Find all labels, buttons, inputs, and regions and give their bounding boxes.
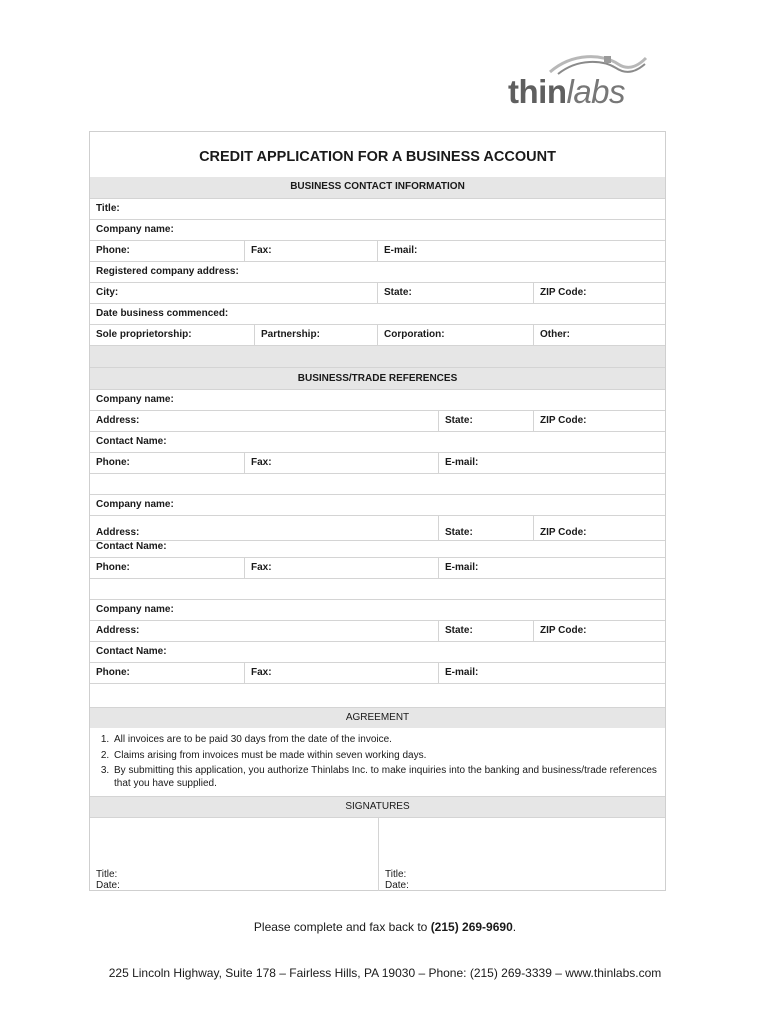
sole-proprietorship-field[interactable]: Sole proprietorship: xyxy=(96,329,192,340)
ref2-address-row xyxy=(90,515,665,540)
sig-left-date: Date: xyxy=(96,880,120,891)
ref3-spacer xyxy=(90,683,665,704)
logo-text: thinlabs xyxy=(508,73,626,110)
form-title: CREDIT APPLICATION FOR A BUSINESS ACCOUNT xyxy=(199,149,556,165)
title-label: Title: xyxy=(96,203,120,214)
thinlabs-logo xyxy=(508,50,648,112)
ref3-zip-field[interactable]: ZIP Code: xyxy=(533,621,667,641)
ref1-phone-field[interactable]: Phone: xyxy=(96,457,130,468)
corporation-field[interactable]: Corporation: xyxy=(377,325,533,345)
ref3-contact-row[interactable]: Contact Name: xyxy=(90,641,665,662)
company-name-label: Company name: xyxy=(96,224,174,235)
ref1-address-row xyxy=(90,410,665,431)
signatures-row xyxy=(90,817,665,891)
sig-right-title: Title: xyxy=(385,869,407,880)
ref2-address-field[interactable]: Address: xyxy=(96,527,140,538)
state-field[interactable]: State: xyxy=(377,283,533,303)
signature-left[interactable] xyxy=(90,818,378,891)
sig-right-date: Date: xyxy=(385,880,409,891)
ref1-zip-field[interactable]: ZIP Code: xyxy=(533,411,667,431)
ref3-company-row[interactable]: Company name: xyxy=(90,599,665,620)
registered-address-label: Registered company address: xyxy=(96,266,239,277)
agreement-section-header: AGREEMENT xyxy=(90,707,665,728)
fax-number: (215) 269-9690 xyxy=(430,920,513,934)
company-address: 225 Lincoln Highway, Suite 178 – Fairless Hills, PA 19030 – Phone: (215) 269-3339 – www.thinlabs.com xyxy=(108,966,662,980)
references-section-header: BUSINESS/TRADE REFERENCES xyxy=(90,367,665,389)
email-field[interactable]: E-mail: xyxy=(377,241,667,261)
other-field[interactable]: Other: xyxy=(533,325,667,345)
ref3-phone-row xyxy=(90,662,665,683)
contact-section-header: BUSINESS CONTACT INFORMATION xyxy=(90,177,665,198)
date-commenced-row[interactable] xyxy=(90,303,665,324)
ref1-state-field[interactable]: State: xyxy=(438,411,533,431)
ref2-email-field[interactable]: E-mail: xyxy=(438,558,667,578)
fax-note: Please complete and fax back to (215) 269-9690. xyxy=(253,920,517,934)
ref2-zip-field[interactable]: ZIP Code: xyxy=(533,516,667,540)
agreement-list xyxy=(90,734,665,793)
ref1-phone-row xyxy=(90,452,665,473)
business-type-row xyxy=(90,324,665,345)
phone-row xyxy=(90,240,665,261)
fax-field[interactable]: Fax: xyxy=(244,241,377,261)
title-row[interactable] xyxy=(90,198,665,219)
spacer-row xyxy=(90,345,665,367)
ref2-state-field[interactable]: State: xyxy=(438,516,533,540)
ref3-fax-field[interactable]: Fax: xyxy=(244,663,438,683)
zip-field[interactable]: ZIP Code: xyxy=(533,283,667,303)
ref3-state-field[interactable]: State: xyxy=(438,621,533,641)
ref1-email-field[interactable]: E-mail: xyxy=(438,453,667,473)
agreement-item: 1. All invoices are to be paid 30 days from the date of the invoice. xyxy=(112,734,665,747)
signature-right[interactable] xyxy=(378,818,667,891)
ref3-address-field[interactable]: Address: xyxy=(96,625,140,636)
date-commenced-label: Date business commenced: xyxy=(96,308,229,319)
city-field[interactable]: City: xyxy=(96,287,119,298)
ref2-contact-row[interactable]: Contact Name: xyxy=(90,540,665,557)
ref1-company-row[interactable]: Company name: xyxy=(90,389,665,410)
ref2-fax-field[interactable]: Fax: xyxy=(244,558,438,578)
credit-application-form xyxy=(89,131,666,891)
agreement-item: 2. Claims arising from invoices must be made within seven working days. xyxy=(112,750,665,763)
ref2-spacer xyxy=(90,578,665,599)
ref2-phone-field[interactable]: Phone: xyxy=(96,562,130,573)
ref3-phone-field[interactable]: Phone: xyxy=(96,667,130,678)
signatures-section-header: SIGNATURES xyxy=(90,796,665,817)
ref2-phone-row xyxy=(90,557,665,578)
ref2-company-row[interactable]: Company name: xyxy=(90,494,665,515)
city-row xyxy=(90,282,665,303)
partnership-field[interactable]: Partnership: xyxy=(254,325,377,345)
ref1-contact-row[interactable]: Contact Name: xyxy=(90,431,665,452)
ref1-address-field[interactable]: Address: xyxy=(96,415,140,426)
ref1-fax-field[interactable]: Fax: xyxy=(244,453,438,473)
registered-address-row[interactable] xyxy=(90,261,665,282)
agreement-item: 3. By submitting this application, you authorize Thinlabs Inc. to make inquiries into the banking and business/trade references that you have supplied. xyxy=(112,765,665,790)
ref3-address-row xyxy=(90,620,665,641)
ref3-email-field[interactable]: E-mail: xyxy=(438,663,667,683)
ref1-spacer xyxy=(90,473,665,494)
phone-field[interactable]: Phone: xyxy=(96,245,130,256)
sig-left-title: Title: xyxy=(96,869,118,880)
company-name-row[interactable] xyxy=(90,219,665,240)
